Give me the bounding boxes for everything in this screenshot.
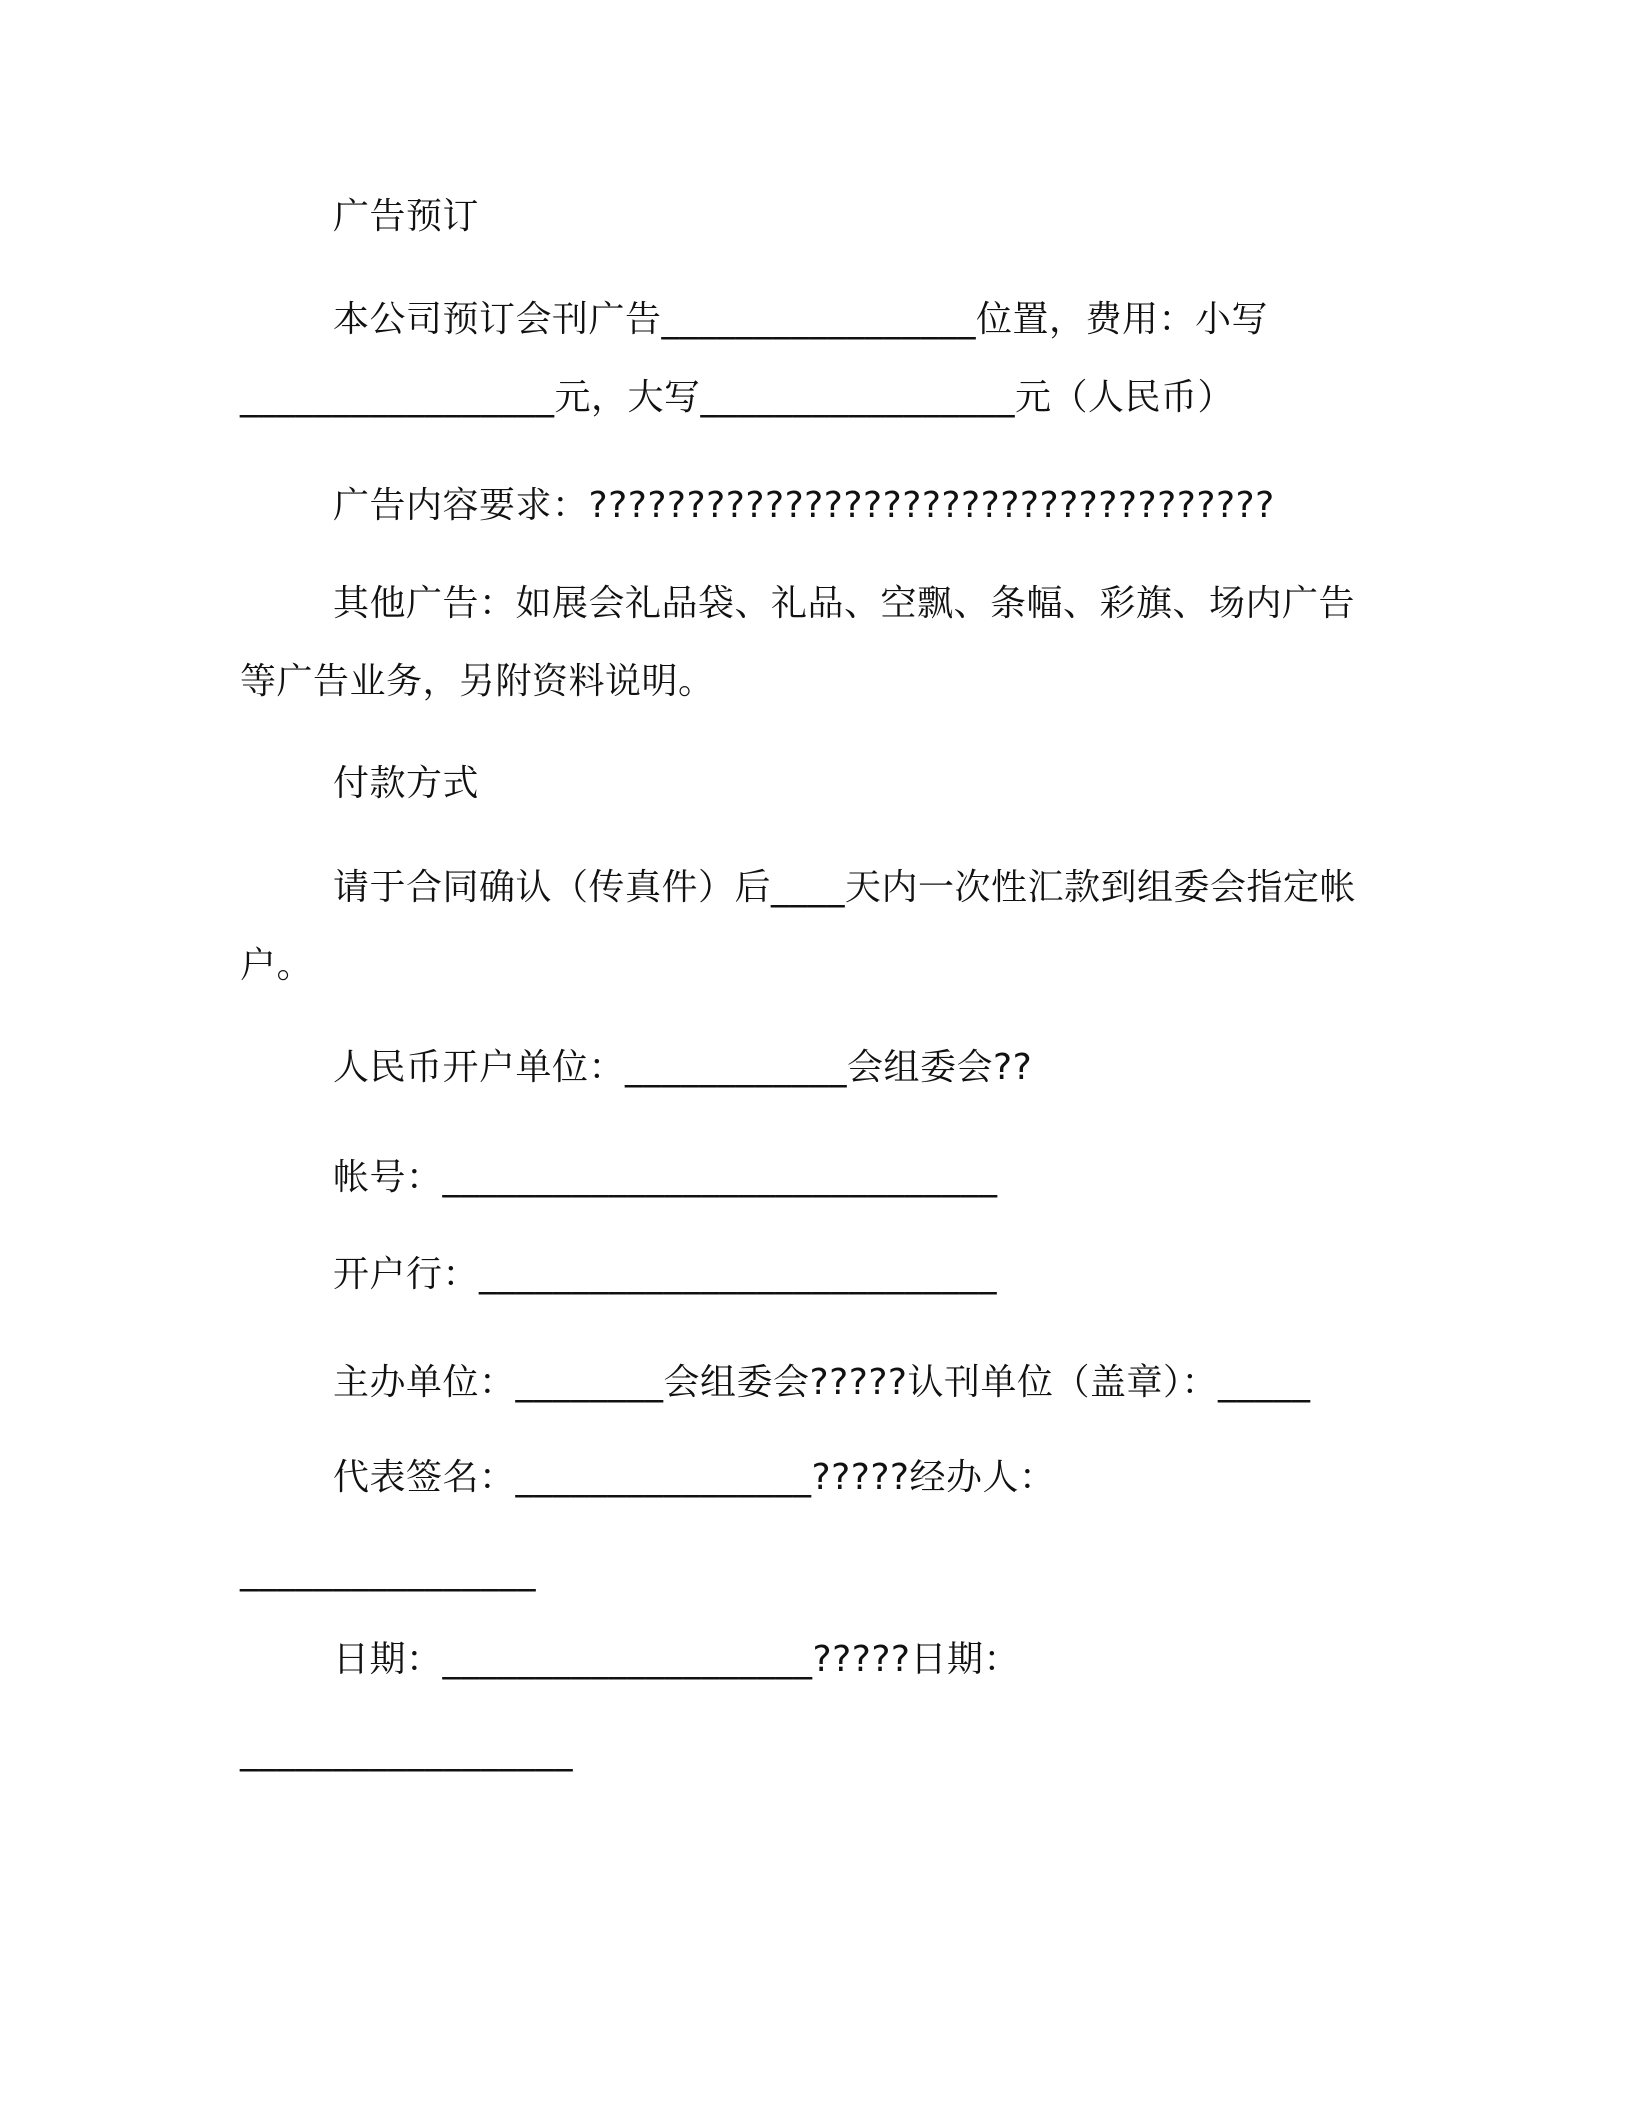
payment-line-2: 户。 <box>240 945 314 986</box>
signature-blank-line: ________________ <box>240 1551 536 1592</box>
signature-line: 代表签名：________________?????经办人： <box>333 1457 1056 1498</box>
organizer-line: 主办单位：________会组委会?????认刊单位（盖章）：_____ <box>333 1362 1311 1403</box>
bank-line: 开户行：____________________________ <box>333 1254 998 1295</box>
account-holder-line: 人民币开户单位：____________会组委会?? <box>333 1047 1033 1088</box>
ad-booking-line-2: _________________元，大写_________________元（人民币） <box>240 377 1235 418</box>
account-number-line: 帐号：______________________________ <box>333 1157 998 1198</box>
payment-line-1: 请于合同确认（传真件）后____天内一次性汇款到组委会指定帐 <box>333 867 1357 908</box>
section-heading-ad-booking: 广告预订 <box>333 196 480 237</box>
date-line: 日期：____________________?????日期： <box>333 1639 1021 1680</box>
ad-content-requirements: 广告内容要求：??????????????????????????????????? <box>333 485 1275 526</box>
section-heading-payment: 付款方式 <box>333 763 480 804</box>
ad-booking-line-1: 本公司预订会刊广告_________________位置，费用：小写 <box>333 299 1269 340</box>
date-blank-line: __________________ <box>240 1731 573 1772</box>
other-ads-line-2: 等广告业务，另附资料说明。 <box>240 661 715 702</box>
other-ads-line-1: 其他广告：如展会礼品袋、礼品、空飘、条幅、彩旗、场内广告 <box>333 583 1356 624</box>
